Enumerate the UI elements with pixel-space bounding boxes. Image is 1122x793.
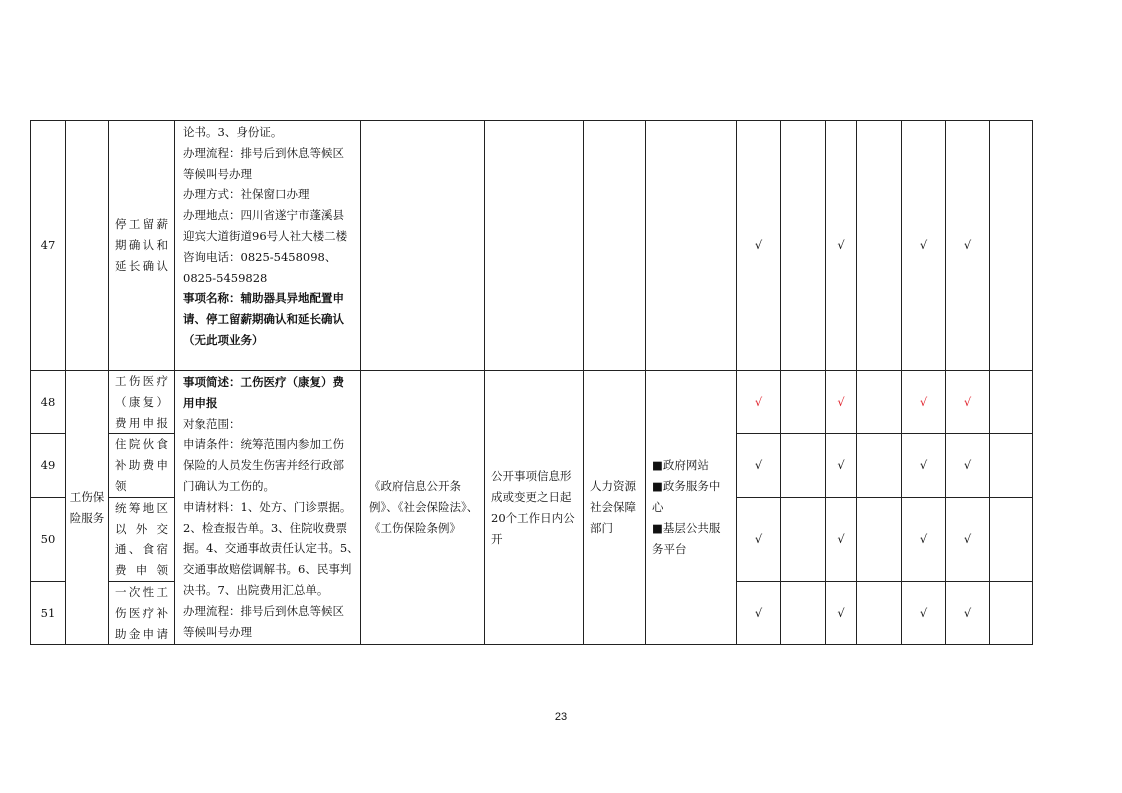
description-line: 办理流程：排号后到休息等候区 xyxy=(183,603,344,618)
check-cell xyxy=(990,581,1033,644)
check-cell xyxy=(857,371,902,434)
check-cell: √ xyxy=(737,581,781,644)
basis-line: 《工伤保险条例》 xyxy=(369,521,461,536)
description-line: 2、检查报告单。3、住院收费票 xyxy=(183,520,348,535)
check-cell: √ xyxy=(902,121,946,371)
description-line: 申请条件：统筹范围内参加工伤 xyxy=(183,437,344,452)
description-line: 申请材料：1、处方、门诊票据。 xyxy=(183,499,352,514)
row-number: 49 xyxy=(31,434,66,497)
description-line: 用申报 xyxy=(183,395,218,410)
description-line: 门确认为工伤的。 xyxy=(183,478,275,493)
category-cell: 工伤保险服务 xyxy=(66,371,109,645)
basis-cell-empty xyxy=(361,121,485,371)
item-name: 一次性工伤医疗补助金申请 xyxy=(109,581,175,644)
table-row xyxy=(31,121,1033,371)
description-line: 0825-5459828 xyxy=(183,270,268,285)
description-line: （无此项业务） xyxy=(183,332,264,347)
check-cell: √ xyxy=(737,497,781,581)
channel-item: ■基层公共服务平台 xyxy=(652,521,721,557)
item-name: 统筹地区以外交通、食宿费申领 xyxy=(109,497,175,581)
check-cell xyxy=(781,121,826,371)
check-cell: √ xyxy=(946,497,990,581)
description-line: 论书。3、身份证。 xyxy=(183,125,283,139)
disclosure-table xyxy=(30,120,1033,645)
dept-cell-empty xyxy=(584,121,646,371)
description-line: 等候叫号办理 xyxy=(183,624,252,639)
check-cell: √ xyxy=(946,371,990,434)
page-number: 23 xyxy=(554,711,568,723)
disclosure-time-limit: 公开事项信息形成或变更之日起20个工作日内公开 xyxy=(485,371,584,645)
description-line: 交通事故赔偿调解书。6、民事判 xyxy=(183,562,352,577)
check-cell xyxy=(857,497,902,581)
category-cell-empty xyxy=(66,121,109,371)
description-line: 咨询电话：0825-5458098、 xyxy=(183,249,337,264)
check-cell: √ xyxy=(826,497,857,581)
channel-cell-empty xyxy=(646,121,737,371)
check-cell xyxy=(781,497,826,581)
row-number: 48 xyxy=(31,371,66,434)
channel-item: ■政务服务中心 xyxy=(652,479,721,515)
check-cell: √ xyxy=(902,497,946,581)
check-cell: √ xyxy=(946,434,990,497)
time-cell-empty xyxy=(485,121,584,371)
check-cell: √ xyxy=(826,371,857,434)
description-line: 保险的人员发生伤害并经行政部 xyxy=(183,458,344,473)
item-name: 停工留薪期确认和延长确认 xyxy=(109,121,175,371)
check-cell: √ xyxy=(826,121,857,371)
check-cell: √ xyxy=(737,371,781,434)
check-cell xyxy=(781,371,826,434)
description-line: 迎宾大道街道96号人社大楼二楼 xyxy=(183,228,348,243)
basis-line: 《政府信息公开条 xyxy=(369,479,461,494)
check-cell: √ xyxy=(946,121,990,371)
check-cell xyxy=(990,121,1033,371)
check-cell: √ xyxy=(902,434,946,497)
check-cell xyxy=(990,497,1033,581)
check-cell: √ xyxy=(826,581,857,644)
check-cell xyxy=(781,434,826,497)
check-cell xyxy=(857,121,902,371)
check-cell xyxy=(857,581,902,644)
description-line: 据。4、交通事故责任认定书。5、 xyxy=(183,541,359,556)
description-line: 事项名称：辅助器具异地配置申 xyxy=(183,291,344,306)
description-line: 决书。7、出院费用汇总单。 xyxy=(183,582,329,597)
description-line: 对象范围： xyxy=(183,416,241,431)
check-cell xyxy=(781,581,826,644)
basis-line: 例》、《社会保险法》、 xyxy=(369,500,479,515)
check-cell xyxy=(990,371,1033,434)
check-cell xyxy=(990,434,1033,497)
check-cell: √ xyxy=(902,371,946,434)
check-cell: √ xyxy=(826,434,857,497)
item-name: 工伤医疗（康复）费用申报 xyxy=(109,371,175,434)
check-cell: √ xyxy=(902,581,946,644)
item-name: 住院伙食补助费申领 xyxy=(109,434,175,497)
channel-item: ■政府网站 xyxy=(652,458,709,473)
description-line: 请、停工留薪期确认和延长确认 xyxy=(183,312,344,327)
row-number: 47 xyxy=(31,121,66,371)
description-line: 办理地点：四川省遂宁市蓬溪县 xyxy=(183,208,344,223)
responsible-department: 人力资源社会保障部门 xyxy=(584,371,646,645)
description-line: 办理流程：排号后到休息等候区 xyxy=(183,145,344,160)
item-description xyxy=(175,121,361,371)
table-row xyxy=(31,371,1033,434)
description-line: 等候叫号办理 xyxy=(183,166,252,181)
check-cell xyxy=(857,434,902,497)
check-cell: √ xyxy=(737,121,781,371)
item-description xyxy=(175,371,361,645)
legal-basis xyxy=(361,371,485,645)
description-line: 办理方式：社保窗口办理 xyxy=(183,187,310,202)
description-line: 事项简述：工伤医疗（康复）费 xyxy=(183,375,344,389)
row-number: 50 xyxy=(31,497,66,581)
check-cell: √ xyxy=(737,434,781,497)
check-cell: √ xyxy=(946,581,990,644)
disclosure-channels xyxy=(646,371,737,645)
row-number: 51 xyxy=(31,581,66,644)
